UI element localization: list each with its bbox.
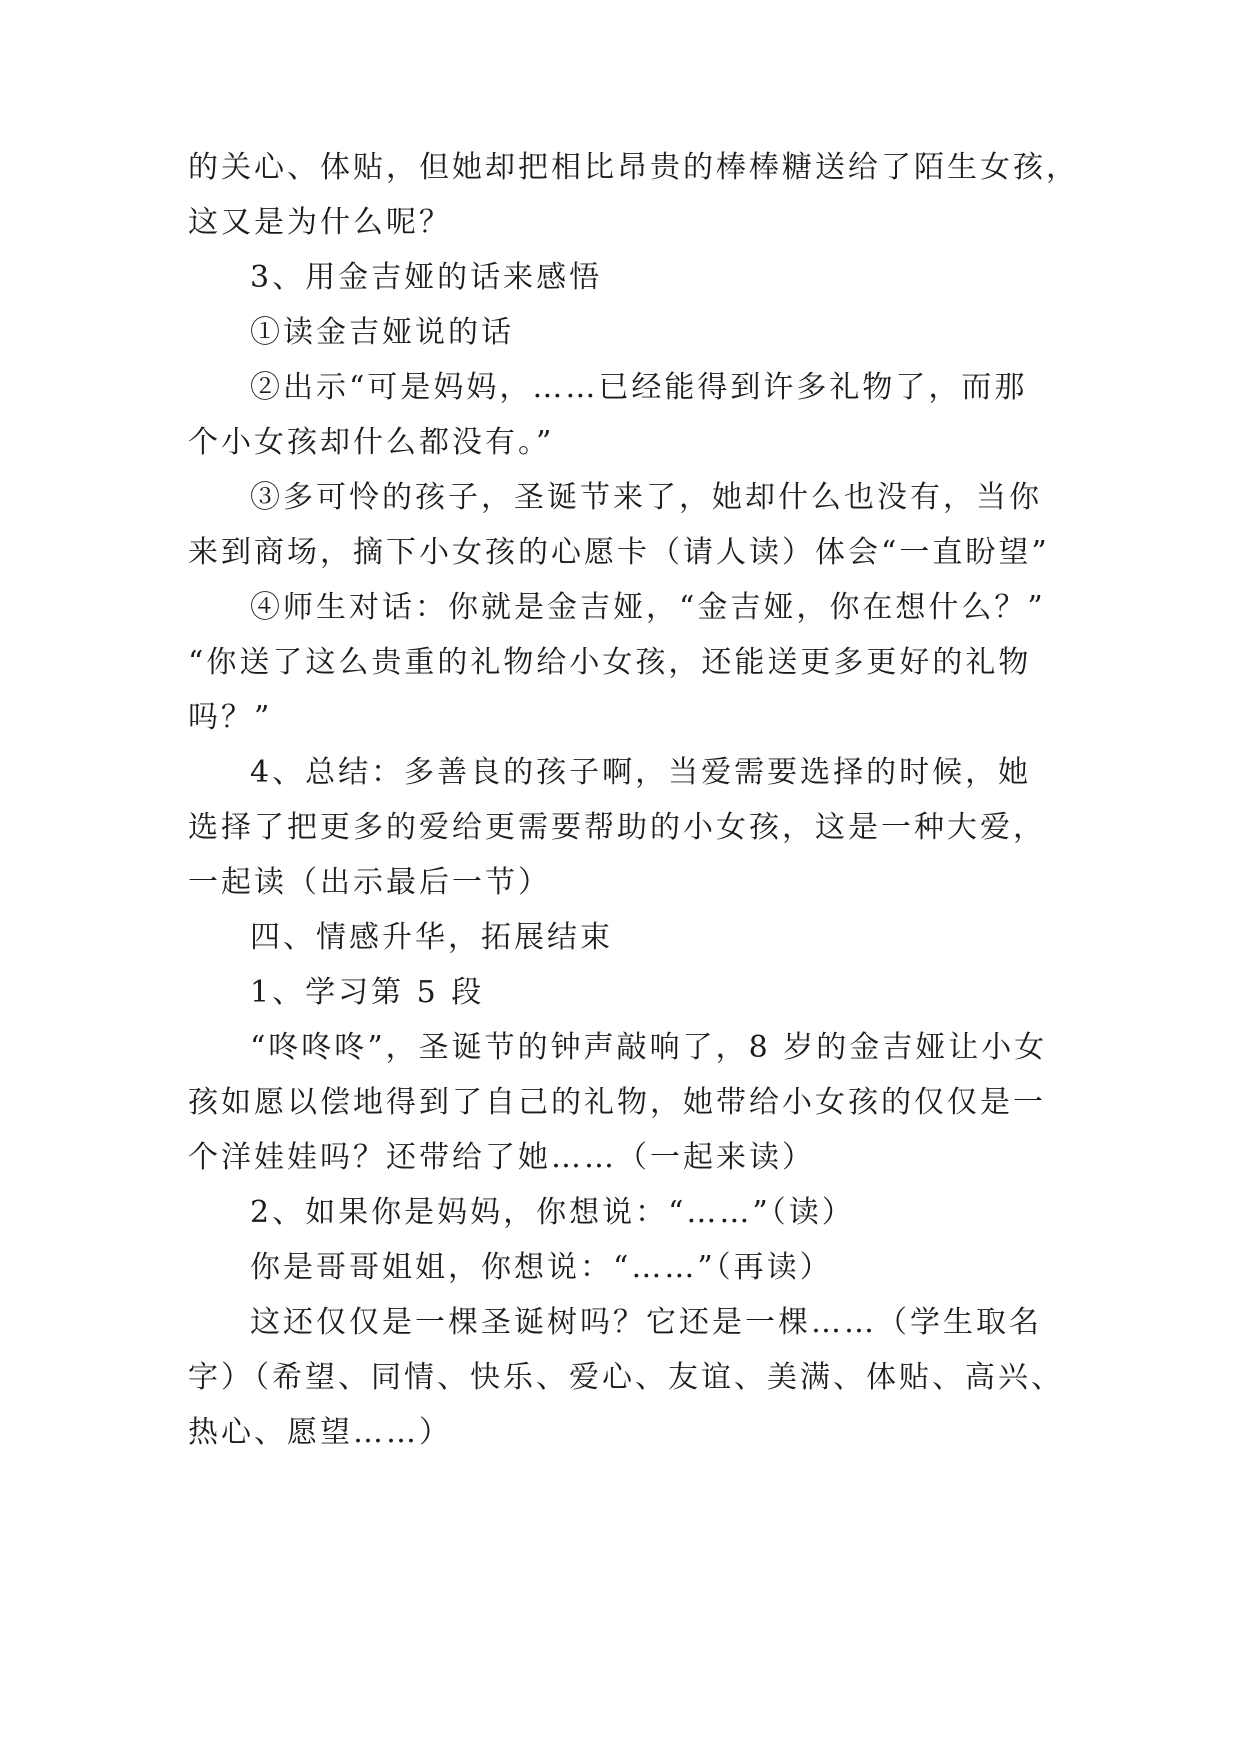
text-line: ①读金吉娅说的话 xyxy=(250,315,514,350)
text-line: 字）（希望、同情、快乐、爱心、友谊、美满、体贴、高兴、 xyxy=(188,1360,1064,1395)
text-line: 的关心、体贴，但她却把相比昂贵的棒棒糖送给了陌生女孩， xyxy=(188,150,1079,185)
text-line: 一起读（出示最后一节） xyxy=(188,865,551,900)
text-line: ④师生对话：你就是金吉娅，“金吉娅，你在想什么？” xyxy=(250,590,1046,625)
text-line: 吗？” xyxy=(188,700,273,735)
text-line: 2、如果你是妈妈，你想说：“……”（读） xyxy=(250,1195,855,1230)
text-line: 这还仅仅是一棵圣诞树吗？它还是一棵……（学生取名 xyxy=(250,1305,1042,1340)
text-line: 你是哥哥姐姐，你想说：“……”（再读） xyxy=(250,1250,833,1285)
text-line: 这又是为什么呢？ xyxy=(188,205,452,240)
text-line: 1、学习第 5 段 xyxy=(250,975,485,1010)
text-line: “你送了这么贵重的礼物给小女孩，还能送更多更好的礼物 xyxy=(188,645,1032,680)
text-line: “咚咚咚”，圣诞节的钟声敲响了，8 岁的金吉娅让小女 xyxy=(250,1030,1048,1065)
text-line: 选择了把更多的爱给更需要帮助的小女孩，这是一种大爱， xyxy=(188,810,1046,845)
text-line: 个洋娃娃吗？还带给了她……（一起来读） xyxy=(188,1140,815,1175)
text-line: 四、情感升华，拓展结束 xyxy=(250,920,613,955)
text-line: 来到商场，摘下小女孩的心愿卡（请人读）体会“一直盼望” xyxy=(188,535,1050,570)
text-line: 4、总结：多善良的孩子啊，当爱需要选择的时候，她 xyxy=(250,755,1032,790)
text-line: ③多可怜的孩子，圣诞节来了，她却什么也没有，当你 xyxy=(250,480,1042,515)
text-line: 个小女孩却什么都没有。” xyxy=(188,425,555,460)
text-line: ②出示“可是妈妈，……已经能得到许多礼物了，而那 xyxy=(250,370,1028,405)
text-line: 孩如愿以偿地得到了自己的礼物，她带给小女孩的仅仅是一 xyxy=(188,1085,1046,1120)
text-line: 3、用金吉娅的话来感悟 xyxy=(250,260,603,295)
text-line: 热心、愿望……） xyxy=(188,1415,452,1450)
